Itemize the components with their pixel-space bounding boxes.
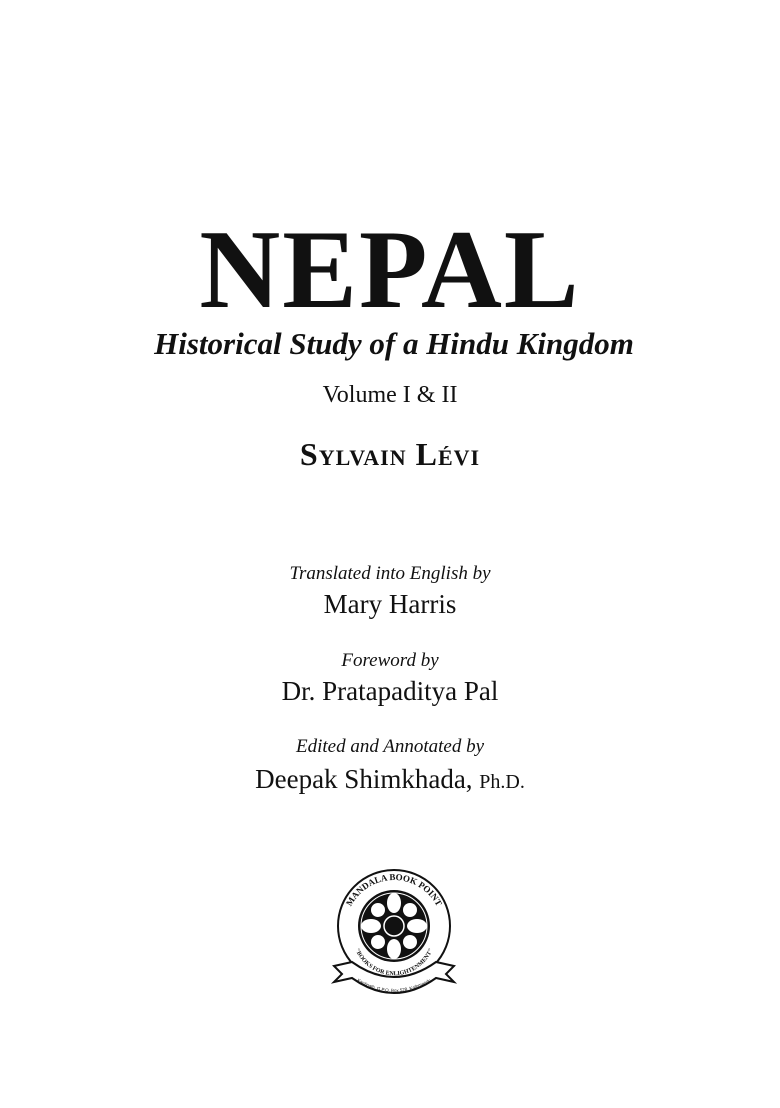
editor-role: Edited and Annotated by bbox=[295, 736, 485, 757]
book-title: NEPAL bbox=[199, 208, 581, 332]
svg-text:MANDALA BOOK POINT: MANDALA BOOK POINT bbox=[343, 871, 445, 908]
editor-suffix: Ph.D. bbox=[479, 771, 525, 793]
svg-text:"BOOKS FOR ENLIGHTENMENT": "BOOKS FOR ENLIGHTENMENT" bbox=[353, 947, 435, 978]
foreword-role: Foreword by bbox=[341, 650, 439, 671]
mandala-emblem-icon bbox=[324, 866, 464, 1006]
svg-text:Kantipath, G.P.O. Box 528, Kat: Kantipath, G.P.O. Box 528, Kathmandu bbox=[356, 977, 432, 994]
volume-label: Volume I & II bbox=[322, 382, 458, 408]
translator-name: Mary Harris bbox=[323, 589, 457, 619]
translator-role: Translated into English by bbox=[289, 563, 491, 584]
editor-name: Deepak Shimkhada, bbox=[255, 764, 480, 794]
editor-line bbox=[0, 764, 780, 795]
publisher-logo bbox=[324, 866, 464, 1006]
author-name: Sylvain Lévi bbox=[299, 436, 481, 472]
foreword-name: Dr. Pratapaditya Pal bbox=[281, 676, 499, 706]
book-subtitle: Historical Study of a Hindu Kingdom bbox=[154, 326, 634, 361]
